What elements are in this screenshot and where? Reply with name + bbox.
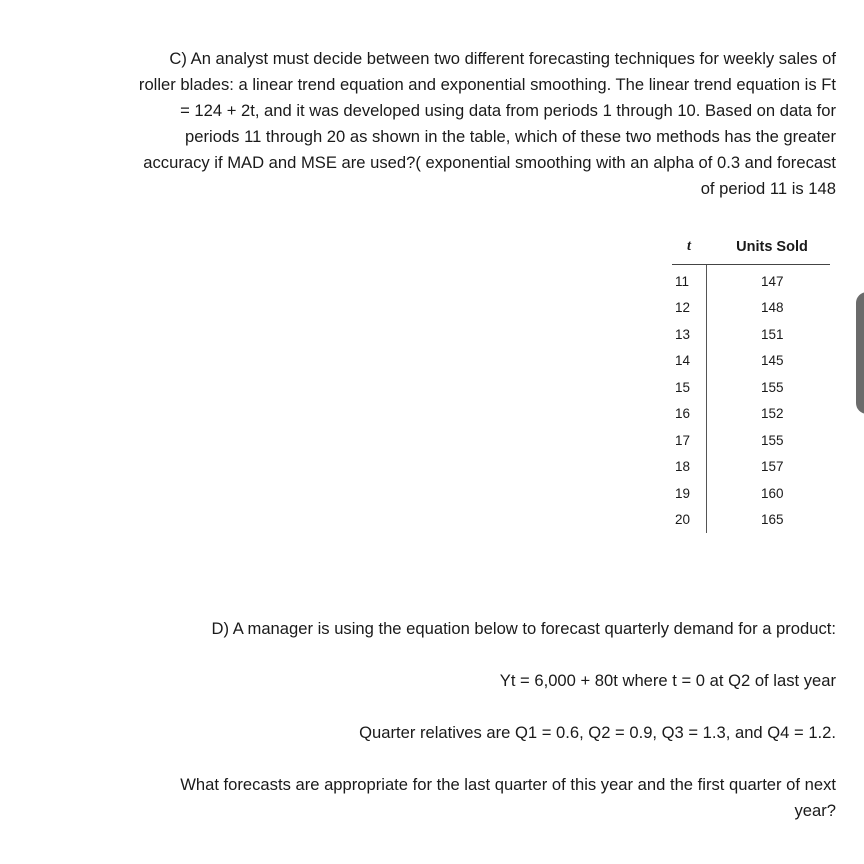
units-cell: 165 — [760, 512, 784, 528]
part-c-line: accuracy if MAD and MSE are used?( exponential smoothing with an alpha of 0.3 and forecast — [143, 153, 836, 172]
table-row — [672, 480, 830, 507]
side-scroll-handle[interactable] — [856, 292, 864, 414]
period-cell: 18 — [672, 454, 706, 481]
table-header-row — [672, 232, 830, 265]
units-cell: 160 — [760, 485, 784, 501]
period-cell: 12 — [672, 295, 706, 322]
table-row — [672, 401, 830, 428]
part-c-line: of period 11 is 148 — [700, 179, 836, 198]
period-cell: 20 — [672, 507, 706, 534]
part-c-line: periods 11 through 20 as shown in the table, which of these two methods has the greater — [185, 127, 836, 146]
part-d-question-line: What forecasts are appropriate for the last quarter of this year and the first quarter of next — [180, 775, 836, 794]
table-row — [672, 265, 830, 295]
column-header-units-sold: Units Sold — [706, 232, 830, 265]
part-d-intro: D) A manager is using the equation below to forecast quarterly demand for a product: — [211, 619, 836, 638]
period-cell: 13 — [672, 321, 706, 348]
period-cell: 15 — [672, 374, 706, 401]
part-c-question — [20, 46, 836, 202]
units-cell: 151 — [760, 326, 784, 342]
part-d-question-line: year? — [794, 801, 836, 820]
data-table — [672, 232, 830, 533]
table-row — [672, 348, 830, 375]
period-cell: 19 — [672, 480, 706, 507]
units-cell: 155 — [760, 379, 784, 395]
period-cell: 17 — [672, 427, 706, 454]
period-cell: 14 — [672, 348, 706, 375]
period-cell: 11 — [672, 265, 706, 295]
part-d-quarter-relatives: Quarter relatives are Q1 = 0.6, Q2 = 0.9, Q3 = 1.3, and Q4 = 1.2. — [359, 723, 836, 742]
period-cell: 16 — [672, 401, 706, 428]
table-row — [672, 454, 830, 481]
part-c-line: = 124 + 2t, and it was developed using data from periods 1 through 10. Based on data for — [180, 101, 836, 120]
part-d-equation: Yt = 6,000 + 80t where t = 0 at Q2 of last year — [499, 671, 836, 690]
table-row — [672, 295, 830, 322]
units-cell: 152 — [760, 406, 784, 422]
table-row — [672, 427, 830, 454]
table-row — [672, 321, 830, 348]
units-cell: 148 — [760, 300, 784, 316]
units-cell: 147 — [760, 273, 784, 289]
units-cell: 157 — [760, 459, 784, 475]
table-row — [672, 374, 830, 401]
part-d-question — [40, 616, 836, 824]
part-c-line: C) An analyst must decide between two different forecasting techniques for weekly sales of — [169, 49, 836, 68]
units-cell: 145 — [760, 353, 784, 369]
part-c-line: roller blades: a linear trend equation and exponential smoothing. The linear trend equation is Ft — [138, 75, 836, 94]
units-sold-table — [672, 232, 842, 533]
column-header-t: t — [672, 232, 706, 265]
units-cell: 155 — [760, 432, 784, 448]
table-row — [672, 507, 830, 534]
